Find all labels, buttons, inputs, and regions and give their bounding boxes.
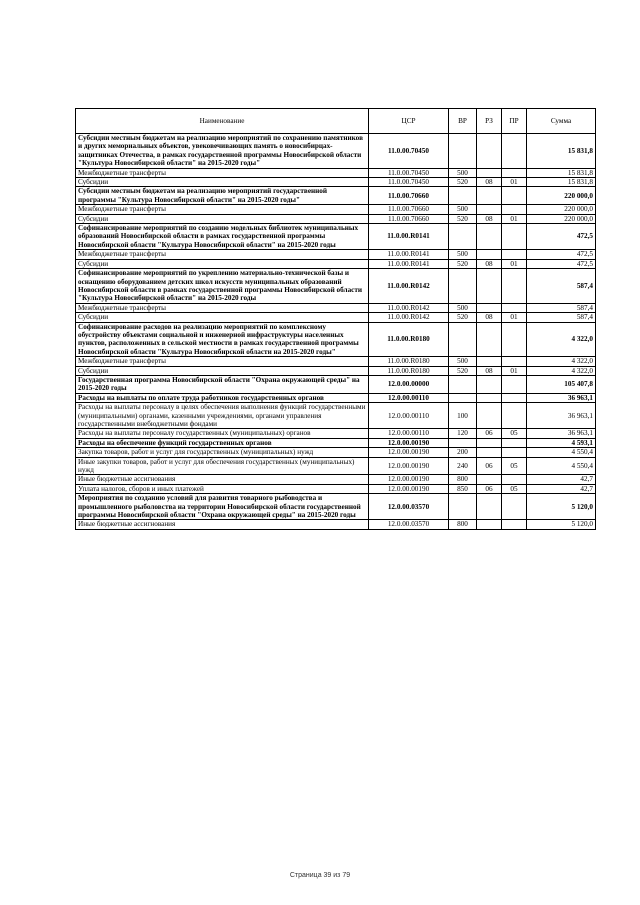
cell-pr <box>502 403 527 429</box>
cell-name: Субсидии местным бюджетам на реализацию мероприятий государственной программы "Культура Новосибирской области" на 2015-2020 годы" <box>76 187 369 205</box>
cell-vr <box>449 134 477 169</box>
cell-vr <box>449 322 477 357</box>
cell-csr: 11.0.00.70450 <box>369 134 449 169</box>
cell-pr <box>502 393 527 402</box>
cell-sum: 220 000,0 <box>527 214 596 223</box>
cell-rz <box>477 375 502 393</box>
cell-sum: 4 322,0 <box>527 357 596 366</box>
cell-name: Субсидии местным бюджетам на реализацию мероприятий по сохранению памятников и других мемориальных объектов, увековечивающих память о новосибирцах-защитниках Отечества, в рамках государственной программы Новосибирской области "Культура Новосибирской области" на 2015-2020 годы" <box>76 134 369 169</box>
cell-name: Софинансирование мероприятий по созданию модельных библиотек муниципальных образований Новосибирской области в рамках государственной программы Новосибирской области "Культура Новосибирской области" на 2015-2020 годы <box>76 224 369 250</box>
cell-sum: 36 963,1 <box>527 429 596 438</box>
cell-csr: 11.0.00.R0180 <box>369 357 449 366</box>
cell-name: Межбюджетные трансферты <box>76 357 369 366</box>
cell-sum: 4 322,0 <box>527 366 596 375</box>
cell-pr <box>502 520 527 529</box>
cell-sum: 105 407,8 <box>527 375 596 393</box>
cell-csr: 11.0.00.R0142 <box>369 303 449 312</box>
cell-sum: 4 593,1 <box>527 438 596 447</box>
cell-vr: 850 <box>449 484 477 493</box>
cell-sum: 472,5 <box>527 224 596 250</box>
cell-name: Межбюджетные трансферты <box>76 205 369 214</box>
cell-name: Расходы на выплаты персоналу в целях обеспечения выполнения функций государственными (муниципальными) органами, казенными учреждениями, органами управления государственными внебюджетными фондами <box>76 403 369 429</box>
cell-vr <box>449 224 477 250</box>
cell-rz <box>477 520 502 529</box>
table-row <box>76 303 596 312</box>
cell-name: Государственная программа Новосибирской области "Охрана окружающей среды" на 2015-2020 годы <box>76 375 369 393</box>
header-name: Наименование <box>76 109 369 134</box>
cell-name: Субсидии <box>76 313 369 322</box>
cell-csr: 12.0.00.00190 <box>369 484 449 493</box>
cell-rz <box>477 393 502 402</box>
cell-csr: 11.0.00.R0141 <box>369 224 449 250</box>
cell-pr <box>502 134 527 169</box>
cell-name: Расходы на выплаты персоналу государственных (муниципальных) органов <box>76 429 369 438</box>
cell-sum: 36 963,1 <box>527 403 596 429</box>
cell-sum: 15 831,8 <box>527 134 596 169</box>
cell-rz <box>477 205 502 214</box>
cell-vr: 800 <box>449 475 477 484</box>
table-row <box>76 366 596 375</box>
cell-rz: 06 <box>477 484 502 493</box>
cell-rz <box>477 250 502 259</box>
table-row <box>76 259 596 268</box>
cell-rz <box>477 269 502 304</box>
header-vr: ВР <box>449 109 477 134</box>
cell-csr: 12.0.00.00190 <box>369 438 449 447</box>
cell-sum: 4 550,4 <box>527 457 596 475</box>
cell-vr: 240 <box>449 457 477 475</box>
table-row <box>76 322 596 357</box>
cell-vr: 800 <box>449 520 477 529</box>
cell-csr: 11.0.00.70450 <box>369 178 449 187</box>
cell-csr: 11.0.00.70660 <box>369 214 449 223</box>
cell-rz: 08 <box>477 366 502 375</box>
cell-name: Субсидии <box>76 366 369 375</box>
cell-sum: 587,4 <box>527 313 596 322</box>
cell-rz <box>477 303 502 312</box>
cell-name: Субсидии <box>76 214 369 223</box>
cell-pr <box>502 250 527 259</box>
cell-csr: 12.0.00.00110 <box>369 403 449 429</box>
cell-name: Иные бюджетные ассигнования <box>76 520 369 529</box>
cell-csr: 12.0.00.03570 <box>369 520 449 529</box>
cell-vr: 200 <box>449 448 477 457</box>
cell-rz: 08 <box>477 313 502 322</box>
cell-pr <box>502 357 527 366</box>
cell-pr <box>502 187 527 205</box>
header-csr: ЦСР <box>369 109 449 134</box>
cell-pr: 01 <box>502 178 527 187</box>
cell-rz: 06 <box>477 429 502 438</box>
cell-rz: 08 <box>477 214 502 223</box>
cell-name: Мероприятия по созданию условий для развития товарного рыбоводства и промышленного рыболовства на территории Новосибирской области государственной программы Новосибирской области "Охрана окружающей среды" на 2015-2020 годы <box>76 494 369 520</box>
cell-name: Уплата налогов, сборов и иных платежей <box>76 484 369 493</box>
header-pr: ПР <box>502 109 527 134</box>
cell-pr <box>502 322 527 357</box>
cell-name: Субсидии <box>76 259 369 268</box>
cell-pr: 05 <box>502 429 527 438</box>
table-row <box>76 429 596 438</box>
table-row <box>76 187 596 205</box>
cell-vr: 520 <box>449 313 477 322</box>
cell-csr: 12.0.00.00110 <box>369 429 449 438</box>
table-row <box>76 205 596 214</box>
cell-csr: 11.0.00.70450 <box>369 168 449 177</box>
table-row <box>76 484 596 493</box>
cell-name: Иные бюджетные ассигнования <box>76 475 369 484</box>
table-row <box>76 134 596 169</box>
cell-vr: 520 <box>449 366 477 375</box>
cell-vr <box>449 269 477 304</box>
table-row <box>76 457 596 475</box>
cell-csr: 11.0.00.R0141 <box>369 250 449 259</box>
cell-name: Расходы на обеспечение функций государственных органов <box>76 438 369 447</box>
cell-rz <box>477 134 502 169</box>
table-row <box>76 269 596 304</box>
cell-name: Закупка товаров, работ и услуг для государственных (муниципальных) нужд <box>76 448 369 457</box>
cell-sum: 42,7 <box>527 484 596 493</box>
cell-name: Софинансирование мероприятий по укреплению материально-технической базы и оснащению оборудованием детских школ искусств муниципальных образований Новосибирской области в рамках государственной программы Новосибирской области "Культура Новосибирской области" на 2015-2020 годы <box>76 269 369 304</box>
cell-sum: 4 322,0 <box>527 322 596 357</box>
cell-sum: 5 120,0 <box>527 494 596 520</box>
cell-sum: 15 831,8 <box>527 168 596 177</box>
cell-pr <box>502 168 527 177</box>
cell-pr <box>502 303 527 312</box>
cell-rz: 08 <box>477 259 502 268</box>
cell-name: Иные закупки товаров, работ и услуг для обеспечения государственных (муниципальных) нужд <box>76 457 369 475</box>
cell-vr: 520 <box>449 214 477 223</box>
cell-csr: 11.0.00.70660 <box>369 205 449 214</box>
cell-rz <box>477 403 502 429</box>
table-row <box>76 313 596 322</box>
cell-vr: 500 <box>449 357 477 366</box>
budget-table <box>75 108 596 530</box>
table-row <box>76 494 596 520</box>
cell-pr <box>502 475 527 484</box>
cell-csr: 12.0.00.00190 <box>369 475 449 484</box>
table-row <box>76 357 596 366</box>
cell-rz: 08 <box>477 178 502 187</box>
cell-vr: 500 <box>449 303 477 312</box>
table-row <box>76 250 596 259</box>
table-row <box>76 403 596 429</box>
cell-vr <box>449 494 477 520</box>
cell-rz: 06 <box>477 457 502 475</box>
cell-name: Межбюджетные трансферты <box>76 303 369 312</box>
cell-vr: 120 <box>449 429 477 438</box>
table-row <box>76 168 596 177</box>
cell-rz <box>477 168 502 177</box>
cell-name: Субсидии <box>76 178 369 187</box>
cell-name: Софинансирование расходов на реализацию мероприятий по комплексному обустройству объектами социальной и инженерной инфраструктуры населенных пунктов, расположенных в сельской местности в рамках государственной программы Новосибирской области "Культура Новосибирской области на 2015-2020 годы" <box>76 322 369 357</box>
page-number: Страница 39 из 79 <box>289 872 351 879</box>
cell-rz <box>477 475 502 484</box>
cell-sum: 220 000,0 <box>527 187 596 205</box>
cell-csr: 11.0.00.70660 <box>369 187 449 205</box>
cell-vr <box>449 438 477 447</box>
table-row <box>76 475 596 484</box>
cell-pr <box>502 438 527 447</box>
cell-sum: 4 550,4 <box>527 448 596 457</box>
cell-sum: 15 831,8 <box>527 178 596 187</box>
cell-vr: 500 <box>449 168 477 177</box>
cell-rz <box>477 224 502 250</box>
cell-pr <box>502 494 527 520</box>
table-body <box>76 134 596 530</box>
cell-vr <box>449 375 477 393</box>
cell-csr: 11.0.00.R0142 <box>369 313 449 322</box>
cell-vr: 520 <box>449 178 477 187</box>
cell-csr: 12.0.00.00110 <box>369 393 449 402</box>
table-row <box>76 520 596 529</box>
cell-pr <box>502 205 527 214</box>
cell-pr: 05 <box>502 484 527 493</box>
cell-vr <box>449 187 477 205</box>
cell-sum: 587,4 <box>527 269 596 304</box>
cell-pr <box>502 224 527 250</box>
cell-csr: 11.0.00.R0141 <box>369 259 449 268</box>
cell-name: Расходы на выплаты по оплате труда работников государственных органов <box>76 393 369 402</box>
cell-vr: 500 <box>449 205 477 214</box>
header-sum: Сумма <box>527 109 596 134</box>
table-row <box>76 438 596 447</box>
cell-sum: 472,5 <box>527 259 596 268</box>
table-row <box>76 214 596 223</box>
header-rz: РЗ <box>477 109 502 134</box>
cell-rz <box>477 438 502 447</box>
cell-csr: 12.0.00.03570 <box>369 494 449 520</box>
cell-rz <box>477 494 502 520</box>
cell-sum: 36 963,1 <box>527 393 596 402</box>
cell-pr: 01 <box>502 366 527 375</box>
cell-vr: 500 <box>449 250 477 259</box>
cell-vr: 520 <box>449 259 477 268</box>
cell-pr: 01 <box>502 313 527 322</box>
cell-sum: 220 000,0 <box>527 205 596 214</box>
table-row <box>76 178 596 187</box>
cell-name: Межбюджетные трансферты <box>76 250 369 259</box>
table-row <box>76 393 596 402</box>
cell-vr: 100 <box>449 403 477 429</box>
cell-csr: 11.0.00.R0180 <box>369 322 449 357</box>
cell-pr <box>502 448 527 457</box>
cell-sum: 587,4 <box>527 303 596 312</box>
cell-csr: 11.0.00.R0180 <box>369 366 449 375</box>
cell-vr <box>449 393 477 402</box>
cell-pr: 01 <box>502 214 527 223</box>
cell-rz <box>477 357 502 366</box>
cell-rz <box>477 187 502 205</box>
cell-pr: 01 <box>502 259 527 268</box>
header-row <box>76 109 596 134</box>
cell-pr <box>502 375 527 393</box>
table-row <box>76 375 596 393</box>
cell-pr: 05 <box>502 457 527 475</box>
cell-rz <box>477 322 502 357</box>
cell-pr <box>502 269 527 304</box>
cell-csr: 11.0.00.R0142 <box>369 269 449 304</box>
cell-csr: 12.0.00.00190 <box>369 457 449 475</box>
cell-csr: 12.0.00.00190 <box>369 448 449 457</box>
cell-sum: 5 120,0 <box>527 520 596 529</box>
cell-rz <box>477 448 502 457</box>
cell-csr: 12.0.00.00000 <box>369 375 449 393</box>
table-row <box>76 448 596 457</box>
cell-sum: 42,7 <box>527 475 596 484</box>
table-row <box>76 224 596 250</box>
cell-name: Межбюджетные трансферты <box>76 168 369 177</box>
cell-sum: 472,5 <box>527 250 596 259</box>
